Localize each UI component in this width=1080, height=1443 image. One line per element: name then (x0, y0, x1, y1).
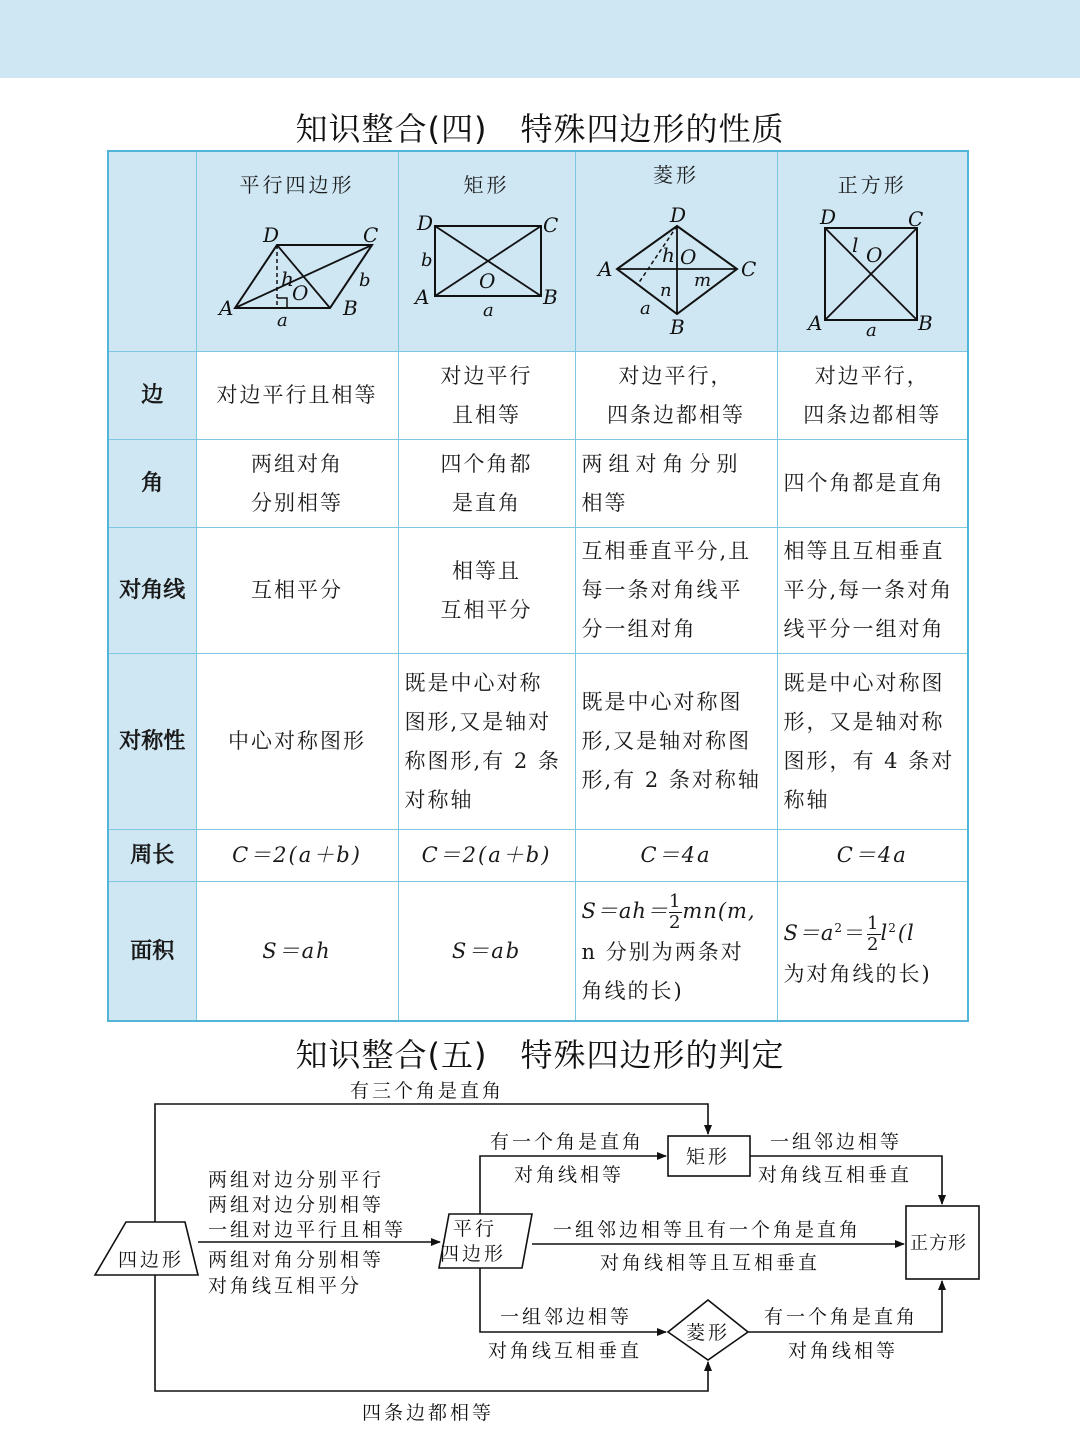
formula: S＝a (783, 920, 835, 945)
formula: (l (897, 920, 915, 945)
top-banner (0, 0, 1080, 78)
cond-rhombus-square-1: 有一个角是直角 (764, 1306, 919, 1328)
line: 形,又是轴对称图 (581, 729, 752, 753)
cond-q-p-2: 两组对边分别相等 (208, 1194, 385, 1216)
col-rhombus (575, 151, 777, 352)
formula-line (784, 909, 962, 955)
col-square (777, 151, 968, 352)
label-m: m (693, 270, 713, 291)
cell (398, 528, 575, 654)
cell (575, 440, 777, 528)
cond-rect-square-1: 一组邻边相等 (770, 1131, 903, 1153)
line: 既是中心对称图 (783, 670, 945, 695)
cond-p-rect-1: 有一个角是直角 (490, 1131, 645, 1153)
label-C: C (362, 223, 380, 247)
label-B: B (342, 296, 360, 320)
line: 分一组对角 (581, 617, 697, 641)
square-figure (778, 198, 969, 338)
fraction (669, 892, 682, 933)
cond-p-square-1: 一组邻边相等且有一个角是直角 (553, 1219, 862, 1241)
label-D: D (669, 203, 688, 227)
label-D: D (416, 211, 435, 235)
label-C: C (740, 257, 758, 281)
line: 且相等 (452, 402, 521, 427)
label-B: B (917, 311, 935, 335)
label-O: O (478, 269, 497, 293)
header-row (108, 151, 968, 352)
cell: C＝2(a＋b) (196, 830, 398, 882)
cond-p-square-2: 对角线相等且互相垂直 (600, 1252, 821, 1274)
formula-line (582, 892, 771, 933)
line: 对称轴 (404, 787, 474, 812)
label-O: O (291, 281, 310, 305)
row-label: 周长 (108, 830, 196, 882)
row-label: 对角线 (108, 528, 196, 654)
label-l: l (851, 233, 860, 257)
node-parallelogram-line1: 平行 (453, 1218, 498, 1240)
node-parallelogram-line2: 四边形 (440, 1243, 507, 1265)
label-A: A (218, 296, 235, 320)
cell (575, 654, 777, 830)
cell (777, 654, 968, 830)
row-label: 对称性 (108, 654, 196, 830)
col-label: 正方形 (837, 173, 907, 197)
rectangle-figure (399, 198, 576, 328)
node-rhombus: 菱形 (686, 1322, 731, 1344)
cell: C＝2(a＋b) (398, 830, 575, 882)
cond-p-rhombus-2: 对角线互相垂直 (488, 1340, 643, 1362)
line: 每一条对角线平 (581, 578, 743, 602)
line: 相等 (581, 490, 628, 515)
determination-title: 知识整合(五) 特殊四边形的判定 (295, 1036, 785, 1074)
numerator: 1 (867, 912, 881, 934)
cond-q-p-1: 两组对边分别平行 (208, 1169, 385, 1191)
line: 四条边都相等 (803, 402, 942, 427)
formula: ＝ (844, 920, 868, 945)
col-label: 矩形 (463, 173, 510, 197)
cond-rhombus-square-2: 对角线相等 (788, 1340, 899, 1362)
cell (777, 882, 968, 1022)
cond-q-rect: 有三个角是直角 (350, 1080, 505, 1102)
label-C: C (907, 207, 925, 231)
line: 对边平行 (440, 363, 533, 388)
label-n: n (659, 280, 674, 301)
cond-q-p-5: 对角线互相平分 (208, 1275, 363, 1297)
cell (575, 528, 777, 654)
parallelogram-figure (197, 198, 397, 328)
exponent: 2 (834, 920, 845, 935)
formula: S＝ah＝ (581, 898, 669, 923)
label-A: A (597, 257, 614, 281)
properties-title: 知识整合(四) 特殊四边形的性质 (295, 110, 785, 148)
cond-p-rhombus-1: 一组邻边相等 (500, 1306, 633, 1328)
line: 互相平分 (440, 597, 533, 622)
cond-p-rect-2: 对角线相等 (514, 1164, 625, 1186)
denominator: 2 (867, 933, 881, 955)
row-label: 边 (108, 352, 196, 440)
formula: l (880, 920, 889, 945)
col-rectangle (398, 151, 575, 352)
cell (196, 440, 398, 528)
line: 称轴 (783, 787, 830, 812)
determination-flowchart (0, 1070, 1080, 1443)
cell (398, 352, 575, 440)
line: 既是中心对称图 (581, 690, 743, 714)
label-a: a (276, 310, 290, 328)
cell: S＝ah (196, 882, 398, 1022)
cond-q-p-3: 一组对边平行且相等 (208, 1219, 407, 1241)
row-area (108, 882, 968, 1022)
label-C: C (542, 213, 560, 237)
label-b: b (358, 270, 373, 291)
label-a: a (482, 300, 496, 321)
cell (575, 882, 777, 1022)
cell: 四个角都是直角 (777, 440, 968, 528)
cell: C＝4a (777, 830, 968, 882)
line: 对边平行， (814, 363, 930, 388)
line: 为对角线的长) (783, 961, 932, 986)
label-D: D (819, 205, 838, 229)
denominator: 2 (668, 911, 683, 933)
label-B: B (669, 315, 687, 338)
cell: 中心对称图形 (196, 654, 398, 830)
line: 线平分一组对角 (783, 617, 945, 641)
line: 形,有 2 条对称轴 (581, 768, 761, 792)
node-quadrilateral: 四边形 (118, 1249, 185, 1271)
node-square: 正方形 (910, 1233, 967, 1254)
line: 四个角都 (440, 451, 533, 476)
row-angle (108, 440, 968, 528)
line: 相等且 (452, 558, 521, 583)
row-label: 面积 (108, 882, 196, 1022)
cell: 对边平行且相等 (196, 352, 398, 440)
label-A: A (414, 285, 431, 309)
corner-cell (108, 151, 196, 352)
label-B: B (542, 285, 560, 309)
formula: mn(m, (682, 898, 756, 923)
line: 对边平行， (618, 363, 734, 388)
col-parallelogram (196, 151, 398, 352)
numerator: 1 (668, 890, 683, 912)
label-a: a (639, 298, 653, 319)
cell (777, 528, 968, 654)
col-label: 平行四边形 (239, 173, 355, 197)
cell (398, 440, 575, 528)
line: 称图形,有 2 条 (404, 748, 561, 773)
row-perimeter (108, 830, 968, 882)
label-O: O (865, 243, 884, 267)
exponent: 2 (888, 920, 898, 935)
fraction (867, 914, 880, 955)
line: 两组对角分别 (581, 451, 744, 476)
cell: S＝ab (398, 882, 575, 1022)
cond-rect-square-2: 对角线互相垂直 (758, 1164, 913, 1186)
col-label: 菱形 (653, 163, 699, 187)
row-diagonal (108, 528, 968, 654)
row-label: 角 (108, 440, 196, 528)
rhombus-figure (576, 188, 778, 338)
cell (398, 654, 575, 830)
line: 互相垂直平分,且 (581, 539, 752, 563)
cond-q-rhombus: 四条边都相等 (362, 1402, 495, 1424)
line: 既是中心对称 (404, 670, 543, 695)
row-side (108, 352, 968, 440)
row-symmetry (108, 654, 968, 830)
cell: C＝4a (575, 830, 777, 882)
line: 四条边都相等 (607, 402, 745, 427)
cond-q-p-4: 两组对角分别相等 (208, 1249, 385, 1271)
line: n 分别为两条对 (581, 939, 744, 964)
line: 图形，有 4 条对 (783, 748, 955, 773)
cell (777, 352, 968, 440)
cell: 互相平分 (196, 528, 398, 654)
label-a: a (865, 320, 879, 338)
node-rectangle: 矩形 (686, 1146, 731, 1168)
label-D: D (262, 223, 281, 247)
line: 角线的长) (581, 978, 684, 1003)
line: 图形,又是轴对 (404, 709, 552, 734)
label-h: h (661, 243, 677, 267)
cell (575, 352, 777, 440)
line: 形，又是轴对称 (783, 709, 945, 734)
line: 两组对角 (251, 451, 343, 476)
line: 平分,每一条对角 (783, 578, 954, 602)
line: 是直角 (452, 490, 521, 515)
line: 分别相等 (251, 490, 343, 515)
label-h: h (280, 267, 296, 291)
label-A: A (807, 311, 824, 335)
label-b: b (420, 250, 435, 271)
label-O: O (679, 245, 698, 269)
line: 相等且互相垂直 (783, 539, 945, 563)
properties-table (107, 150, 969, 1022)
